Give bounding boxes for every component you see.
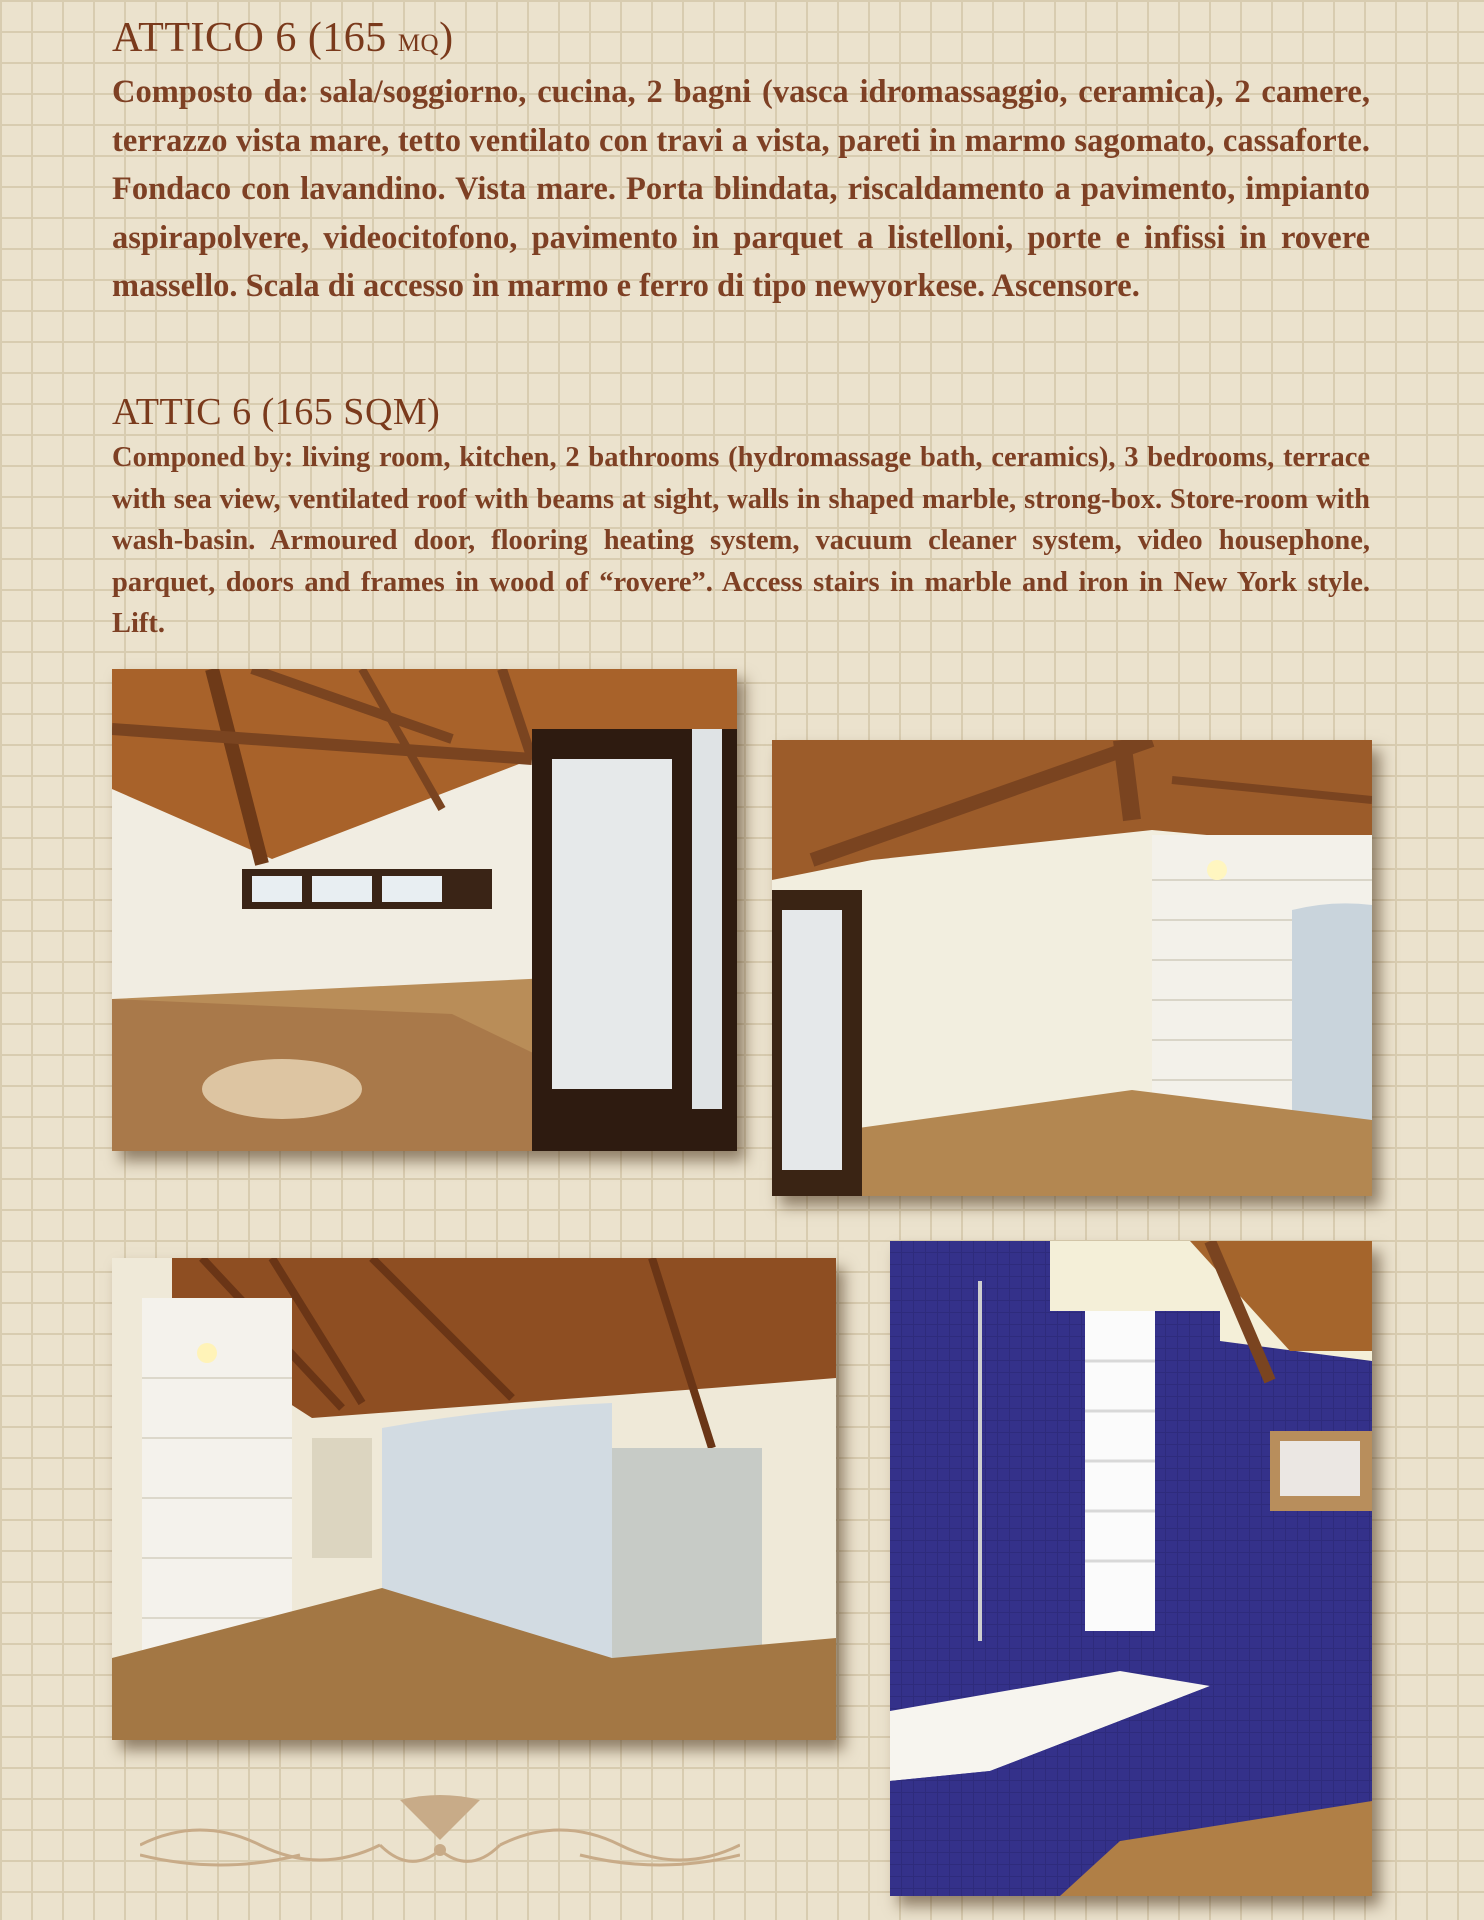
living-room-photo: [112, 669, 737, 1151]
bathroom-photo: [890, 1241, 1372, 1896]
italian-title: ATTICO 6 (165 mq): [112, 15, 454, 61]
italian-title-unit: mq: [397, 19, 440, 59]
italian-description: Composto da: sala/soggiorno, cucina, 2 bagni (vasca idromassaggio, ceramica), 2 camere, terrazzo vista mare, tetto ventilato con travi a vista, pareti in marmo sagomato, cassaforte. Fondaco con lavandino. Vista mare. Porta blindata, riscaldamento a pavimento, impianto aspirapolvere, videocitofono, pavimento in parquet a listelloni, porte e infissi in rovere massello. Scala di accesso in marmo e ferro di tipo newyorkese. Ascensore.: [112, 74, 1370, 304]
hallway-photo: [112, 1258, 836, 1740]
bedroom-photo: [772, 740, 1372, 1196]
flourish-ornament: [140, 1795, 740, 1895]
english-description: Componed by: living room, kitchen, 2 bathrooms (hydromassage bath, ceramics), 3 bedrooms, terrace with sea view, ventilated roof with beams at sight, walls in shaped marble, strong-box. Store-room with wash-basin. Armoured door, flooring heating system, vacuum cleaner system, video housephone, parquet, doors and frames in wood of “rovere”. Access stairs in marble and iron in New York style. Lift.: [112, 442, 1370, 639]
english-title: ATTIC 6 (165 SQM): [112, 391, 441, 433]
